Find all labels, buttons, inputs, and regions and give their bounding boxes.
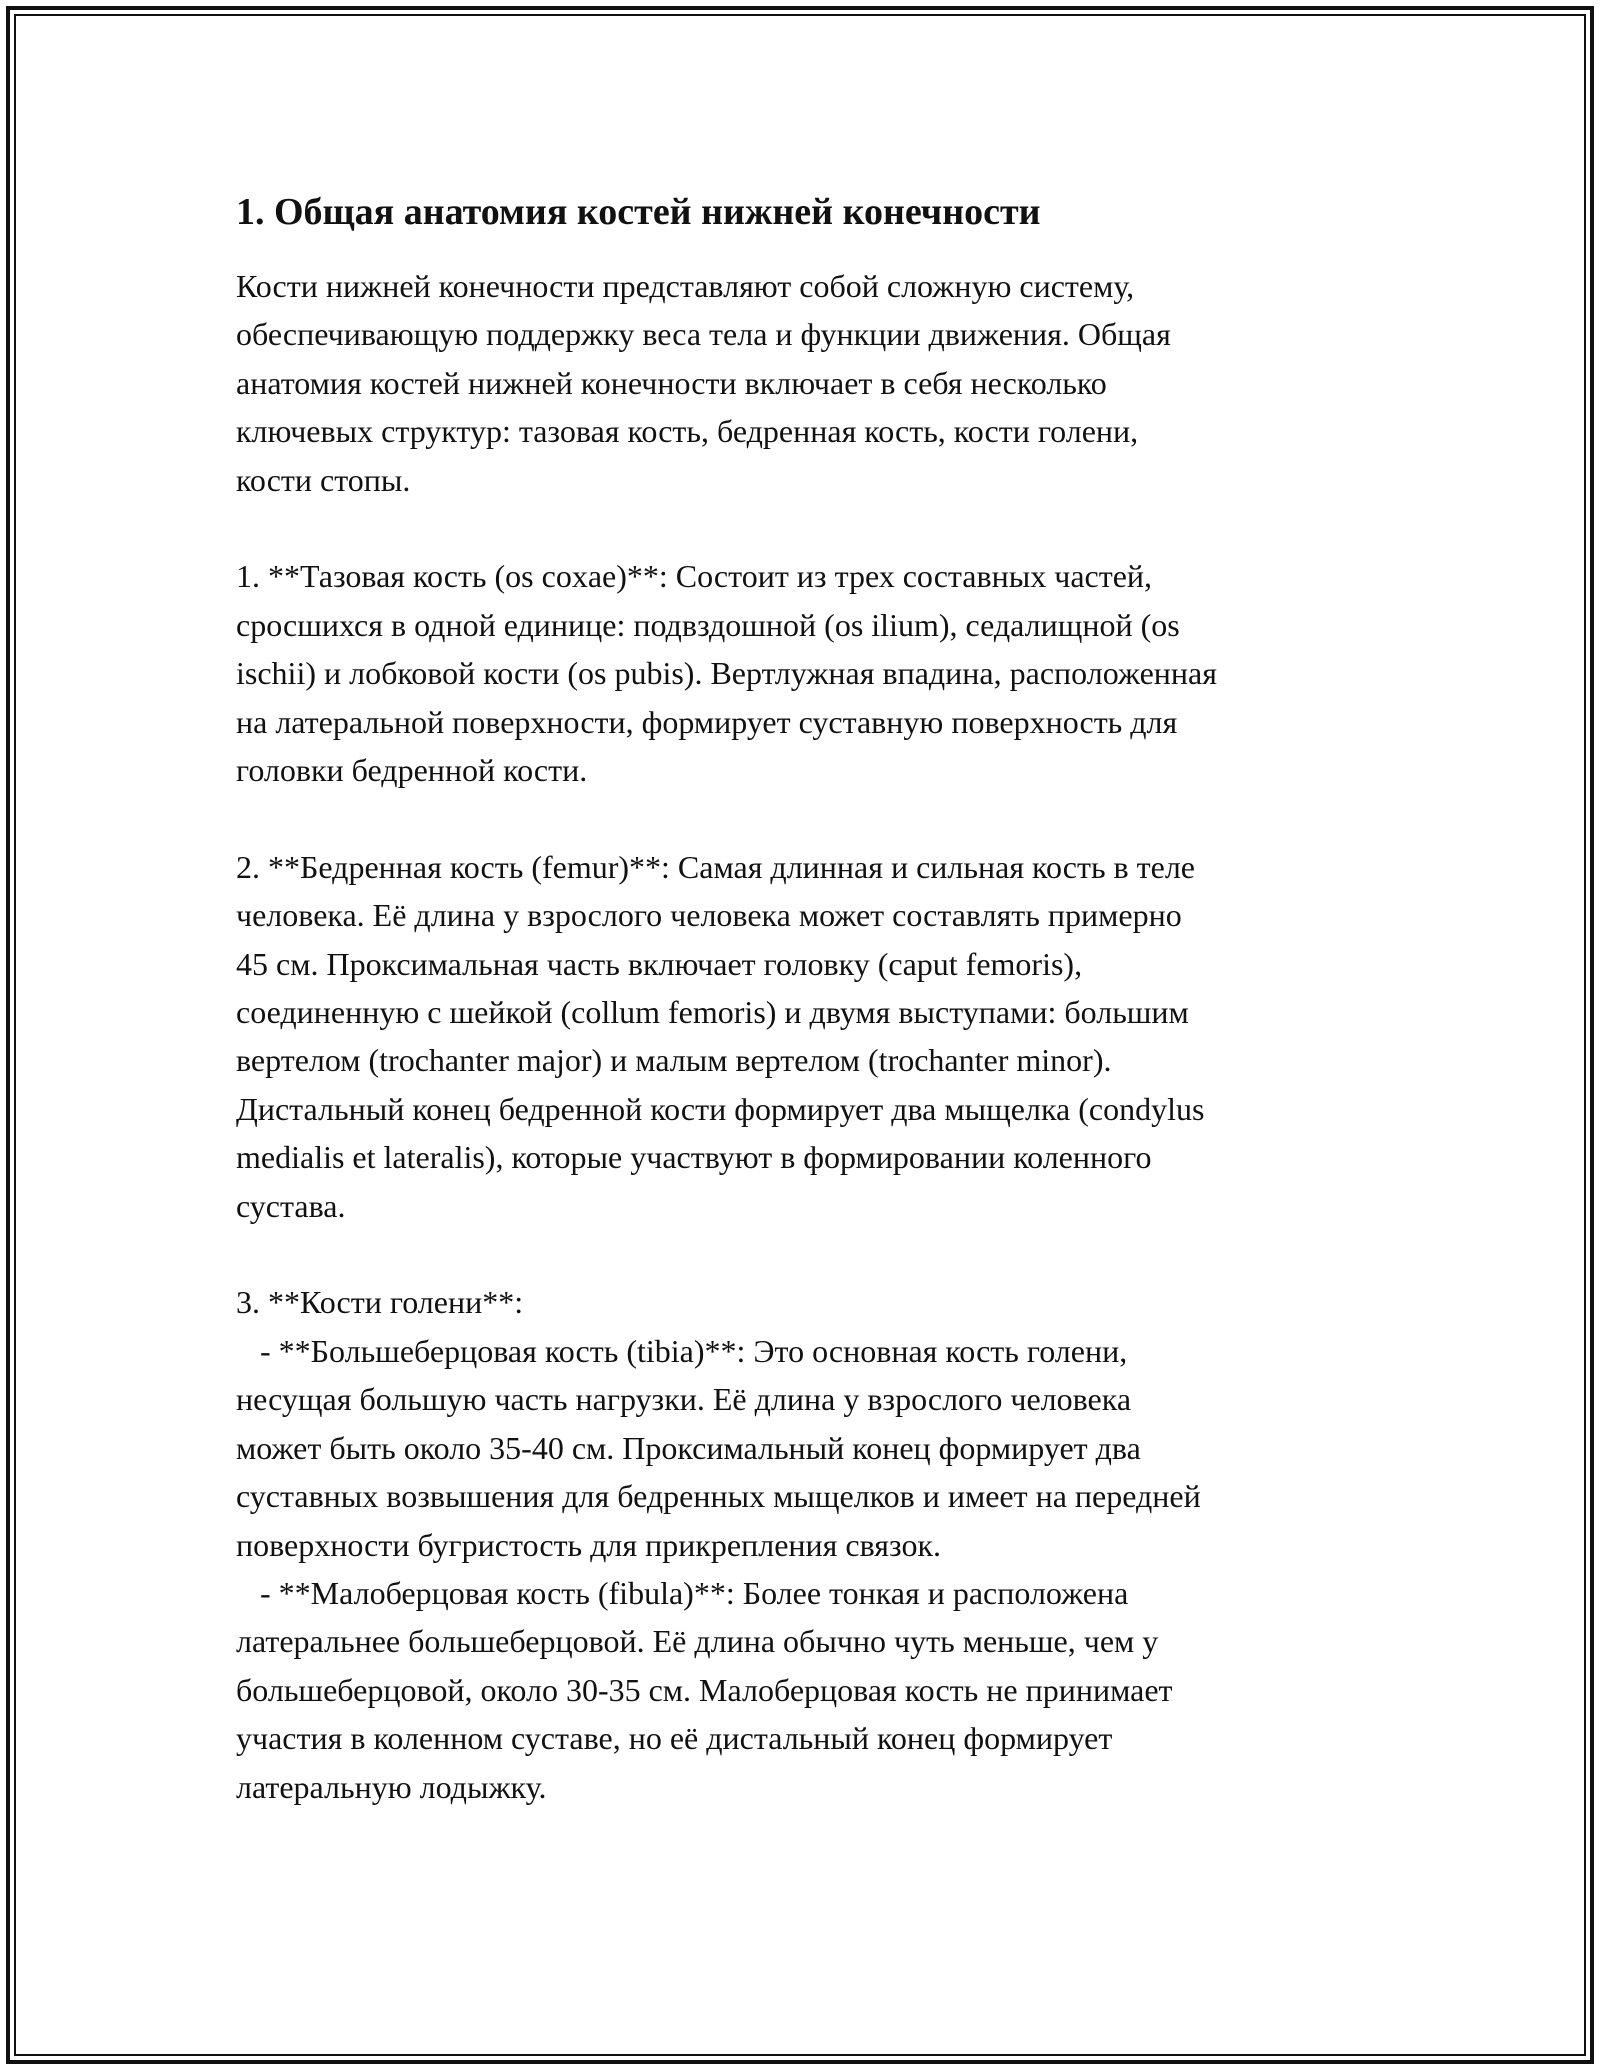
text-line: Кости нижней конечности представляют собой сложную систему,	[236, 268, 1135, 304]
text-line: латеральнее большеберцовой. Её длина обычно чуть меньше, чем у	[236, 1623, 1159, 1660]
text-line: большеберцовой, около 30-35 см. Малоберцовая кость не принимает	[236, 1671, 1173, 1708]
text-line: 1. **Тазовая кость (os coxae)**: Состоит из трех составных частей,	[236, 558, 1153, 595]
text-line: головки бедренной кости.	[236, 752, 588, 789]
text-line: соединенную с шейкой (collum femoris) и двумя выступами: большим	[236, 994, 1189, 1031]
text-line: кости стопы.	[236, 461, 411, 498]
text-line: вертелом (trochanter major) и малым вертелом (trochanter minor).	[236, 1042, 1112, 1079]
text-line: может быть около 35-40 см. Проксимальный конец формирует два	[236, 1429, 1141, 1466]
text-line: 2. **Бедренная кость (femur)**: Самая длинная и сильная кость в теле	[236, 848, 1195, 885]
text-line: латеральную лодыжку.	[236, 1768, 547, 1805]
text-line: на латеральной поверхности, формирует суставную поверхность для	[236, 703, 1178, 740]
text-line: сустава.	[236, 1187, 346, 1224]
text-line: ischii) и лобковой кости (os pubis). Вертлужная впадина, расположенная	[236, 655, 1217, 692]
blank-line	[236, 1230, 1386, 1278]
text-line: 3. **Кости голени**:	[236, 1284, 524, 1321]
text-line: поверхности бугристость для прикрепления связок.	[236, 1526, 941, 1563]
blank-line	[236, 794, 1386, 842]
text-line: человека. Её длина у взрослого человека может составлять примерно	[236, 897, 1182, 934]
text-line: участия в коленном суставе, но её дистальный конец формирует	[236, 1720, 1113, 1757]
text-line: анатомия костей нижней конечности включает в себя несколько	[236, 364, 1107, 401]
text-line: обеспечивающую поддержку веса тела и функции движения. Общая	[236, 316, 1171, 353]
document-title: 1. Общая анатомия костей нижней конечности	[236, 191, 1041, 233]
document-body	[236, 186, 1386, 1811]
text-line: ключевых структур: тазовая кость, бедренная кость, кости голени,	[236, 413, 1139, 450]
text-line: - **Большеберцовая кость (tibia)**: Это основная кость голени,	[236, 1332, 1128, 1369]
text-line: Дистальный конец бедренной кости формирует два мыщелка (condylus	[236, 1090, 1205, 1127]
document-text	[236, 262, 1386, 1811]
text-line: несущая большую часть нагрузки. Её длина у взрослого человека	[236, 1381, 1132, 1418]
text-line: 45 см. Проксимальная часть включает головку (caput femoris),	[236, 945, 1083, 982]
text-line: сросшихся в одной единице: подвздошной (os ilium), седалищной (os	[236, 606, 1180, 643]
blank-line	[236, 504, 1386, 552]
text-line: - **Малоберцовая кость (fibula)**: Более тонкая и расположена	[236, 1574, 1129, 1611]
text-line: суставных возвышения для бедренных мыщелков и имеет на передней	[236, 1478, 1201, 1515]
text-line: medialis et lateralis), которые участвуют в формировании коленного	[236, 1139, 1152, 1176]
